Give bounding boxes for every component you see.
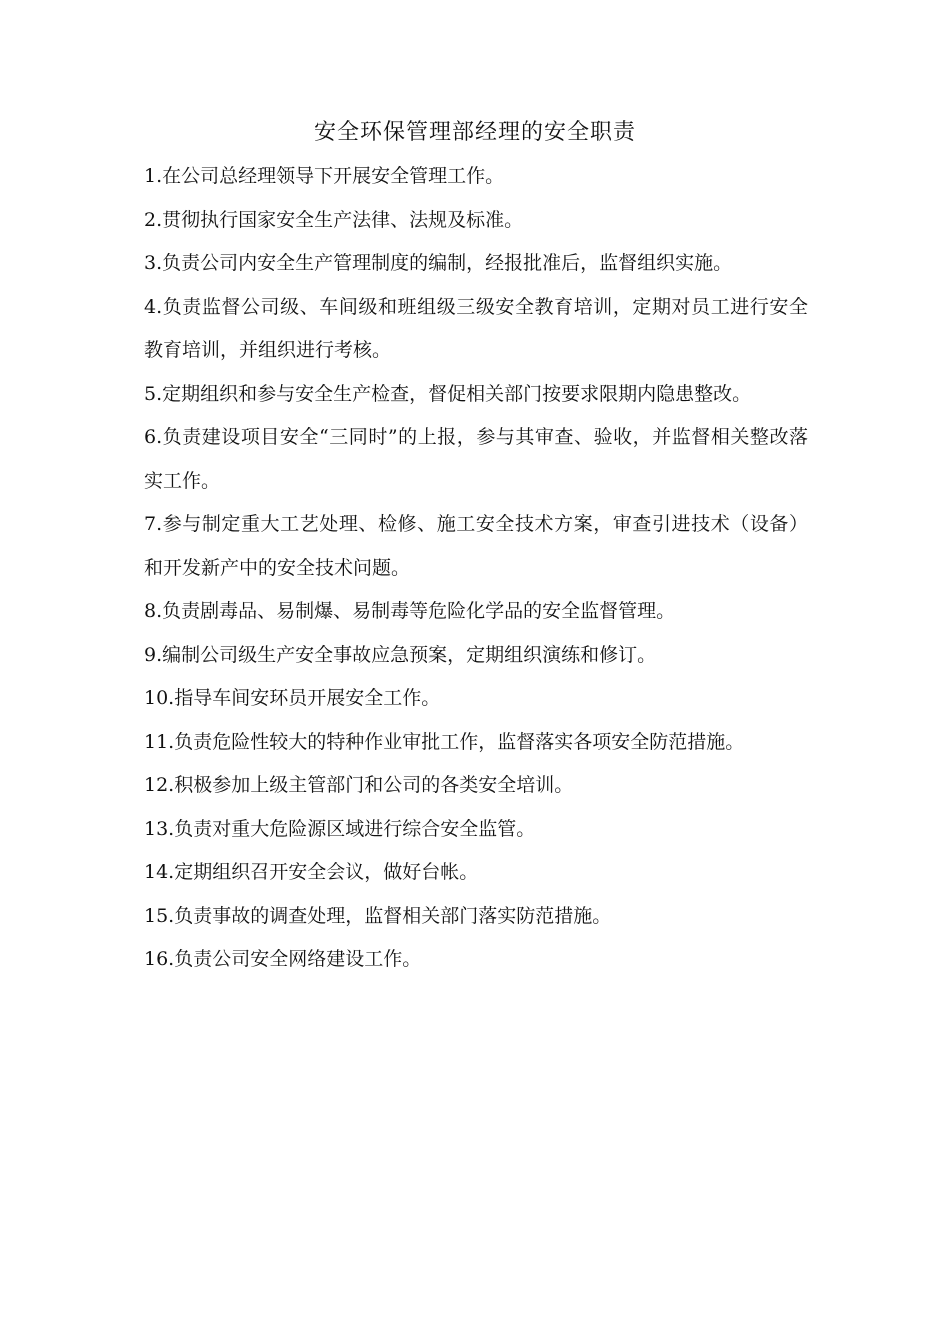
list-item: 12.积极参加上级主管部门和公司的各类安全培训。 <box>144 774 574 796</box>
list-item: 5.定期组织和参与安全生产检查，督促相关部门按要求限期内隐患整改。 <box>144 382 752 405</box>
list-item: 4.负责监督公司级、车间级和班组级三级安全教育培训，定期对员工进行安全教育培训，并组织进行考核。 <box>144 295 808 361</box>
list-item: 13.负责对重大危险源区域进行综合安全监管。 <box>144 817 536 840</box>
list-item: 9.编制公司级生产安全事故应急预案，定期组织演练和修订。 <box>144 643 657 666</box>
list-item: 14.定期组织召开安全会议，做好台帐。 <box>144 861 479 883</box>
list-item: 11.负责危险性较大的特种作业审批工作，监督落实各项安全防范措施。 <box>144 730 745 753</box>
list-item: 15.负责事故的调查处理，监督相关部门落实防范措施。 <box>144 904 612 927</box>
list-item: 10.指导车间安环员开展安全工作。 <box>144 687 441 709</box>
document-title: 安全环保管理部经理的安全职责 <box>313 120 636 145</box>
list-item: 1.在公司总经理领导下开展安全管理工作。 <box>144 165 505 187</box>
list-item: 16.负责公司安全网络建设工作。 <box>144 948 422 970</box>
list-item: 7.参与制定重大工艺处理、检修、施工安全技术方案，审查引进技术（设备）和开发新产中的安全技术问题。 <box>144 513 808 579</box>
list-item: 8.负责剧毒品、易制爆、易制毒等危险化学品的安全监督管理。 <box>144 600 676 622</box>
responsibility-list <box>144 155 808 982</box>
list-item: 2.贯彻执行国家安全生产法律、法规及标准。 <box>144 208 524 231</box>
list-item: 6.负责建设项目安全“三同时”的上报，参与其审查、验收，并监督相关整改落实工作。 <box>144 426 808 492</box>
list-item: 3.负责公司内安全生产管理制度的编制，经报批准后，监督组织实施。 <box>144 252 733 274</box>
